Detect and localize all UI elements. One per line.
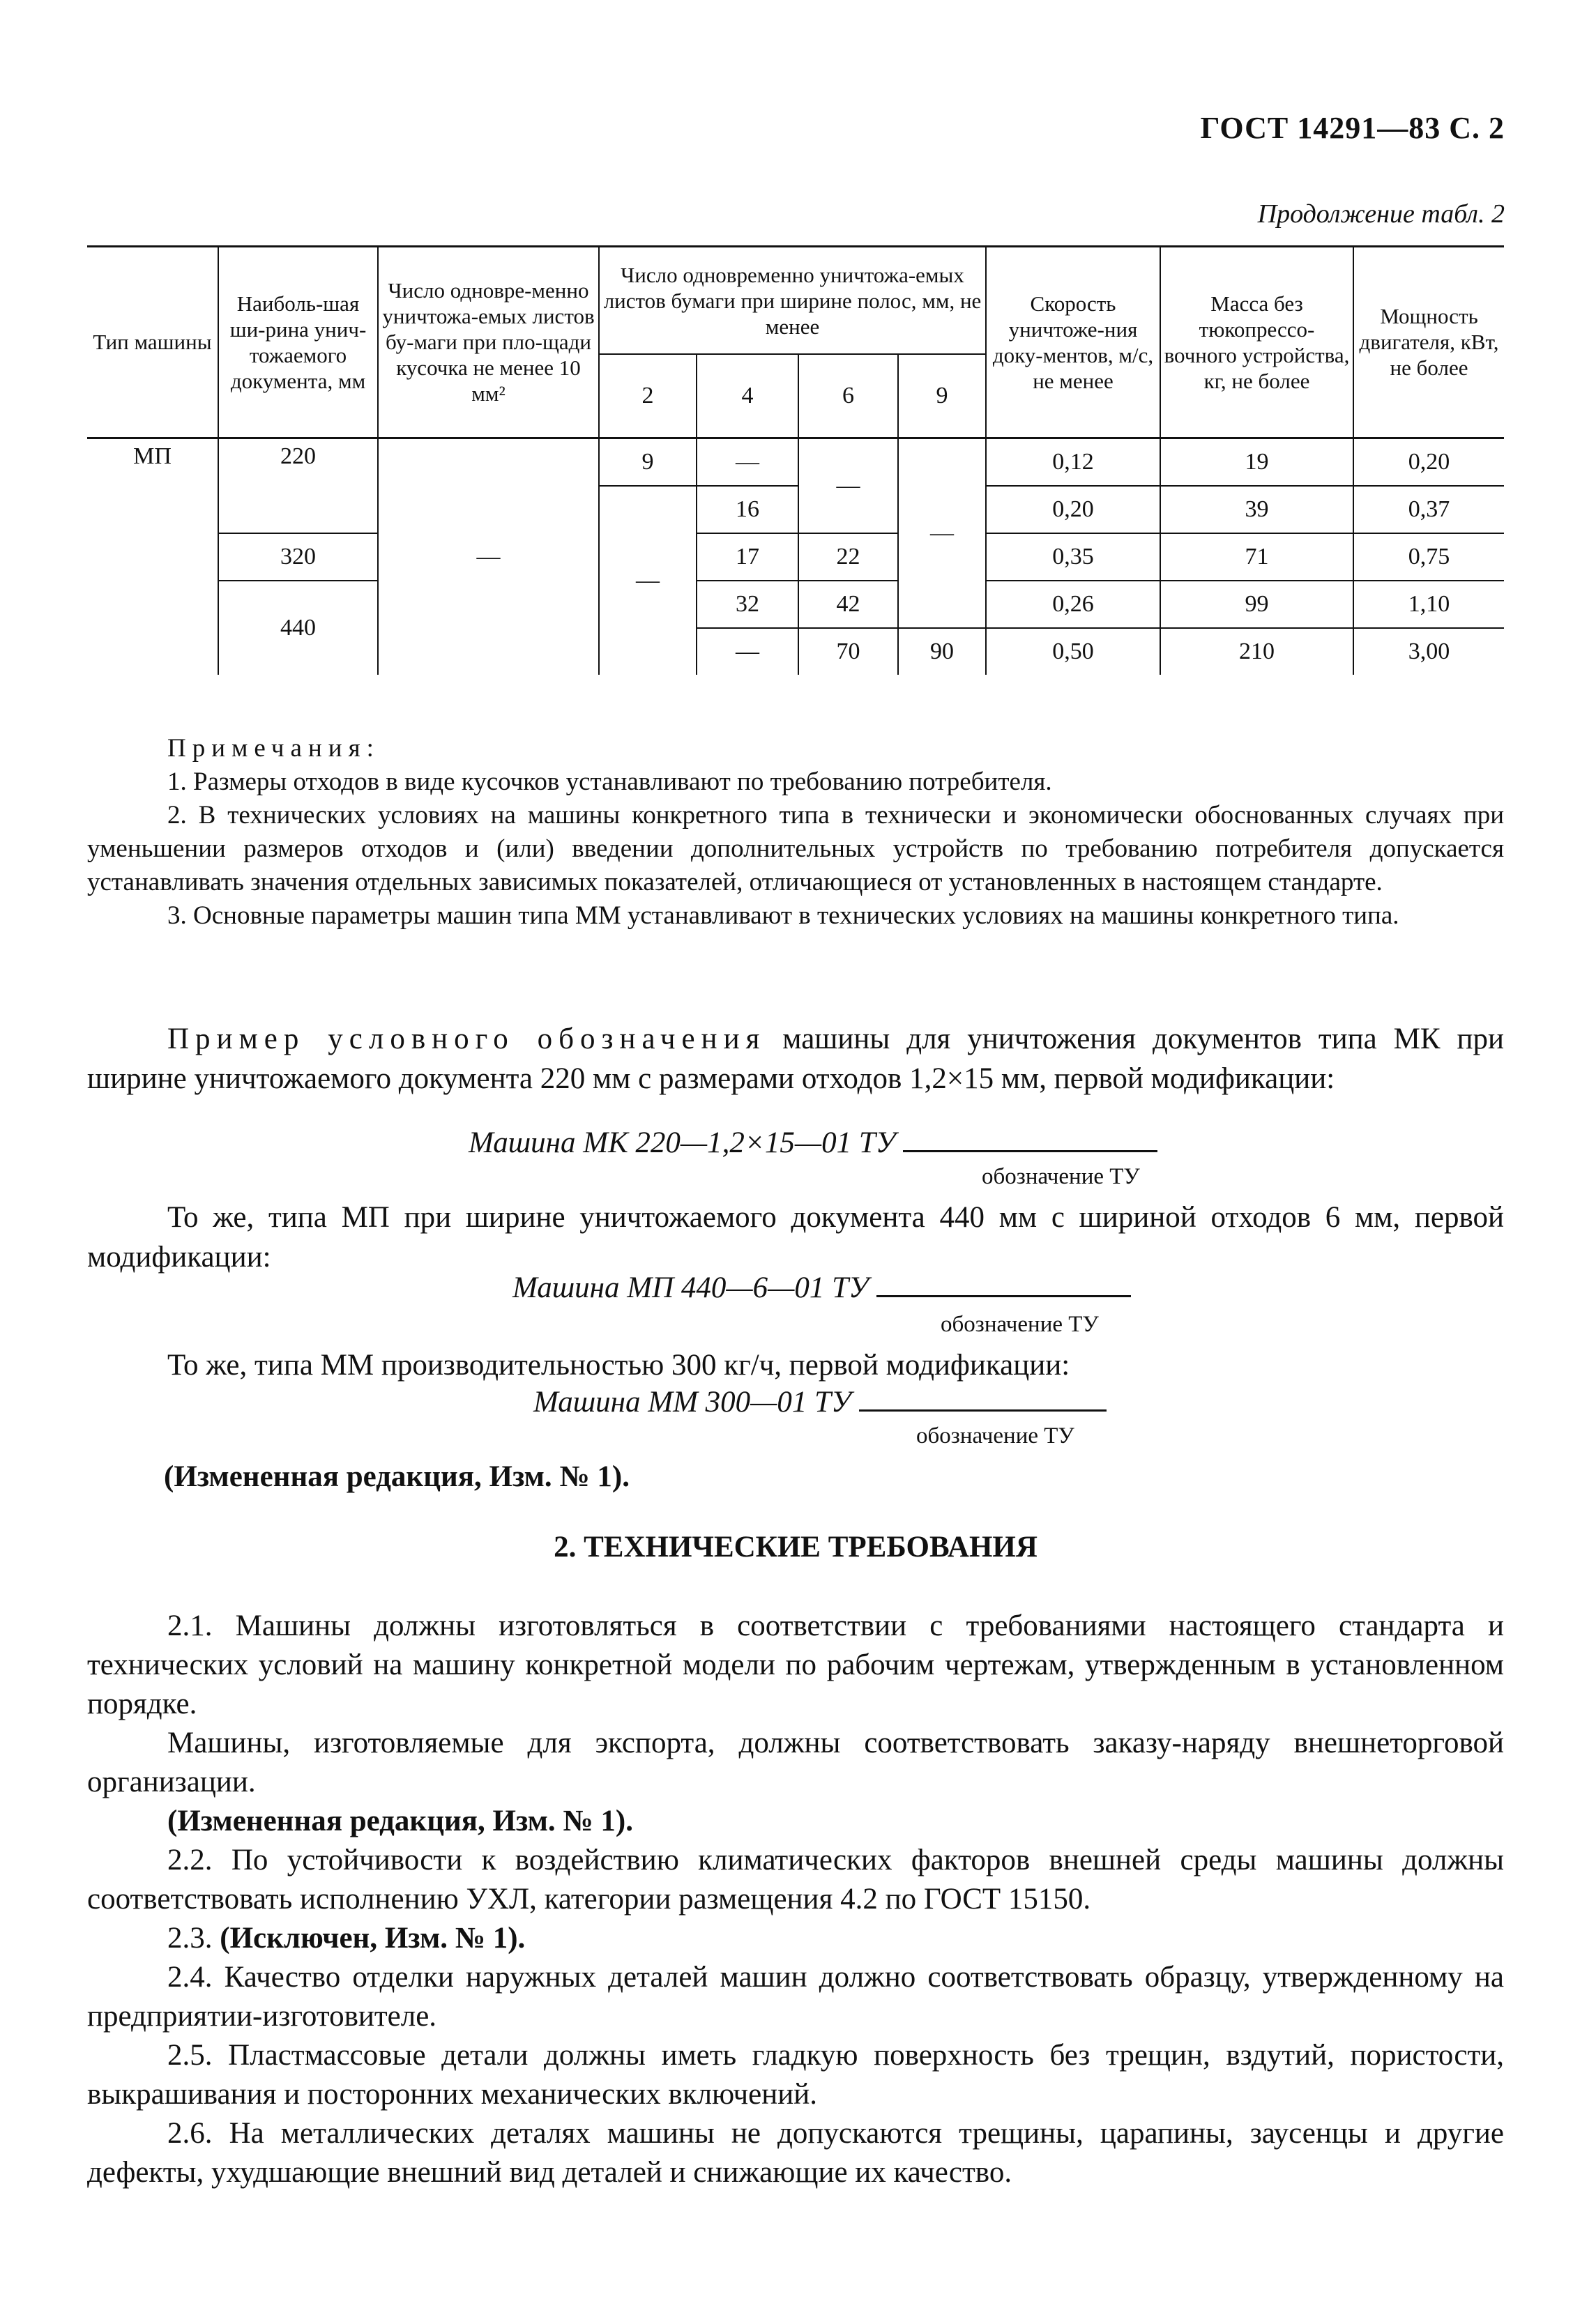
- cell-strip-4: 16: [697, 486, 798, 533]
- designation-3: [533, 1385, 1107, 1419]
- cell-power: 3,00: [1353, 628, 1504, 675]
- machine-type: МП: [133, 443, 172, 469]
- width-440: 440: [218, 581, 378, 675]
- cell-strip-4: —: [697, 438, 798, 486]
- amendment-note-2: (Измененная редакция, Изм. № 1).: [167, 1805, 633, 1837]
- designation-2-blank: [876, 1294, 1131, 1297]
- table-row: [87, 533, 1504, 581]
- parameters-table: [87, 245, 1504, 675]
- clause-2-1: 2.1. Машины должны изготовляться в соответствии с требованиями настоящего стандарта и технических условий на машину конкретной модели по рабочим чертежам, утвержденным в установленном порядке.: [87, 1610, 1504, 1720]
- header-power: Мощность двигателя, кВт, не более: [1353, 247, 1504, 438]
- designation-3-label: обозначение ТУ: [916, 1423, 1074, 1448]
- cell-strip-4: —: [697, 628, 798, 675]
- clause-2-3-number: 2.3.: [167, 1922, 213, 1955]
- cell-mass: 71: [1160, 533, 1353, 581]
- cell-strip-6: 22: [798, 533, 898, 581]
- cell-strip-9-dash: —: [898, 438, 986, 628]
- cell-power: 0,75: [1353, 533, 1504, 581]
- header-width: Наиболь-шая ши-рина унич-тожаемого документа, мм: [218, 247, 378, 438]
- clause-2-4: 2.4. Качество отделки наружных деталей машин должно соответствовать образцу, утвержденному на предприятии-изготовителе.: [87, 1961, 1504, 2033]
- header-type: Тип машины: [87, 247, 218, 438]
- header-strip-6: 6: [798, 354, 898, 438]
- cell-strip-6-dash: —: [798, 438, 898, 533]
- header-strip-9: 9: [898, 354, 986, 438]
- designation-3-text: Машина ММ 300—01 ТУ: [533, 1386, 851, 1419]
- cell-strip-4: 32: [697, 581, 798, 628]
- cell-strip-6: 42: [798, 581, 898, 628]
- cell-strip-2-dash: —: [599, 486, 697, 675]
- designation-1-blank: [903, 1149, 1157, 1152]
- header-sheets-piece: Число одновре-менно уничтожа-емых листов бу-маги при пло-щади кусочка не менее 10 мм²: [378, 247, 599, 438]
- example-text-3: То же, типа ММ производительностью 300 кг/ч, первой модификации:: [167, 1349, 1070, 1382]
- sheets-piece-dash: —: [378, 438, 599, 675]
- designation-1-label: обозначение ТУ: [982, 1164, 1140, 1189]
- note-2: 2. В технических условиях на машины конкретного типа в технически и экономически обоснованных случаях при уменьшении размеров отходов и (или) введении дополнительных устройств по требованию потребителя допускается устанавливать значения отдельных зависимых показателей, отличающиеся от установленных в настоящем стандарте.: [87, 801, 1504, 896]
- cell-speed: 0,20: [986, 486, 1160, 533]
- width-220: 220: [218, 438, 378, 533]
- header-strip-2: 2: [599, 354, 697, 438]
- cell-strip-6: 70: [798, 628, 898, 675]
- cell-mass: 99: [1160, 581, 1353, 628]
- designation-2: [512, 1271, 1131, 1305]
- section-title: 2. ТЕХНИЧЕСКИЕ ТРЕБОВАНИЯ: [554, 1531, 1038, 1564]
- table-row: [87, 581, 1504, 628]
- header-strip-4: 4: [697, 354, 798, 438]
- cell-strip-4: 17: [697, 533, 798, 581]
- cell-power: 1,10: [1353, 581, 1504, 628]
- designation-3-blank: [859, 1408, 1107, 1412]
- note-3: 3. Основные параметры машин типа ММ устанавливают в технических условиях на машины конкретного типа.: [167, 901, 1399, 930]
- example-2: [87, 1198, 1504, 1277]
- designation-1: [469, 1126, 1157, 1160]
- example-lead: Пример условного обозначения: [167, 1023, 766, 1055]
- designation-example: [87, 1019, 1504, 1099]
- amendment-note-1: (Измененная редакция, Изм. № 1).: [164, 1460, 630, 1493]
- cell-power: 0,20: [1353, 438, 1504, 486]
- clause-2-6: 2.6. На металлических деталях машины не допускаются трещины, царапины, заусенцы и другие дефекты, ухудшающие внешний вид деталей и снижающие их качество.: [87, 2117, 1504, 2189]
- cell-mass: 210: [1160, 628, 1353, 675]
- table-continuation-label: Продолжение табл. 2: [1257, 199, 1505, 229]
- cell-speed: 0,50: [986, 628, 1160, 675]
- designation-2-text: Машина МП 440—6—01 ТУ: [512, 1271, 869, 1304]
- header-sheets-strip: Число одновременно уничтожа-емых листов бумаги при ширине полос, мм, не менее: [599, 247, 986, 355]
- header-speed: Скорость уничтоже-ния доку-ментов, м/с, не менее: [986, 247, 1160, 438]
- example-text-1: машины для уничтожения документов типа МК при ширине уничтожаемого документа 220 мм с размерами отходов 1,2×15 мм, первой модификации:: [87, 1023, 1504, 1095]
- cell-mass: 39: [1160, 486, 1353, 533]
- clause-2-3: [87, 1919, 1504, 1958]
- cell-speed: 0,26: [986, 581, 1160, 628]
- cell-strip-9: 90: [898, 628, 986, 675]
- clause-2-1-export: Машины, изготовляемые для экспорта, должны соответствовать заказу-наряду внешнеторговой организации.: [87, 1727, 1504, 1798]
- example-3: [87, 1345, 1504, 1385]
- header-mass: Масса без тюкопрессо-вочного устройства, кг, не более: [1160, 247, 1353, 438]
- page-header: ГОСТ 14291—83 С. 2: [1200, 111, 1505, 145]
- clause-2-5: 2.5. Пластмассовые детали должны иметь гладкую поверхность без трещин, вздутий, пористости, выкрашивания и посторонних механических включений.: [87, 2039, 1504, 2111]
- width-320: 320: [218, 533, 378, 581]
- cell-mass: 19: [1160, 438, 1353, 486]
- cell-speed: 0,35: [986, 533, 1160, 581]
- designation-1-text: Машина МК 220—1,2×15—01 ТУ: [469, 1126, 896, 1159]
- cell-power: 0,37: [1353, 486, 1504, 533]
- clause-2-3-text: (Исключен, Изм. № 1).: [220, 1922, 526, 1955]
- table-notes: [87, 732, 1504, 933]
- notes-title: Примечания:: [167, 734, 380, 763]
- note-1: 1. Размеры отходов в виде кусочков устанавливают по требованию потребителя.: [167, 767, 1052, 796]
- cell-speed: 0,12: [986, 438, 1160, 486]
- section-body: [87, 1607, 1504, 2192]
- clause-2-2: 2.2. По устойчивости к воздействию климатических факторов внешней среды машины должны соответствовать исполнению УХЛ, категории размещения 4.2 по ГОСТ 15150.: [87, 1844, 1504, 1916]
- example-text-2: То же, типа МП при ширине уничтожаемого документа 440 мм с шириной отходов 6 мм, первой модификации:: [87, 1201, 1504, 1274]
- designation-2-label: обозначение ТУ: [941, 1312, 1099, 1337]
- table-row: [87, 438, 1504, 486]
- cell-strip-2: 9: [599, 438, 697, 486]
